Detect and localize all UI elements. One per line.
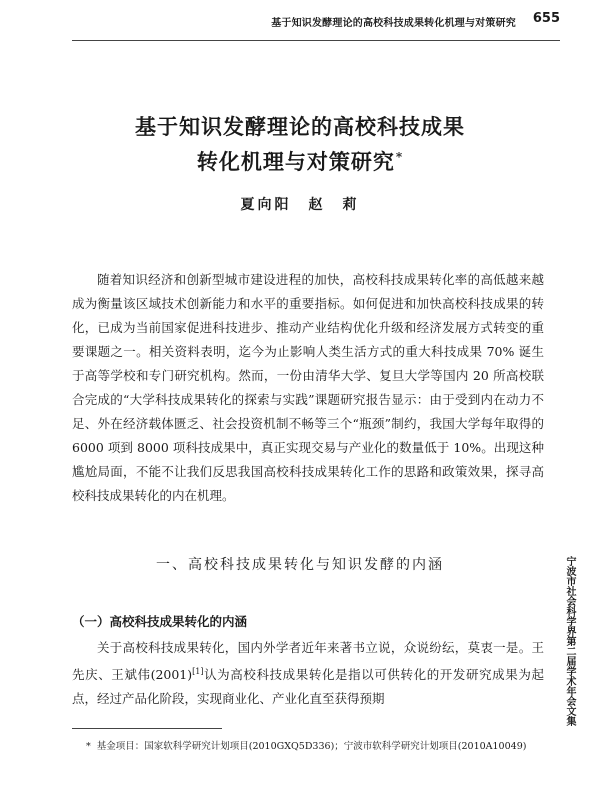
title-footnote-mark: * xyxy=(395,150,404,164)
body-paragraph xyxy=(72,636,544,711)
title-line-2 xyxy=(0,142,600,177)
title-line-2-text: 转化机理与对策研究 xyxy=(196,149,395,174)
side-label: 宁波市社会科学界第二届学术年会文集 xyxy=(564,556,575,726)
page-header xyxy=(0,6,600,36)
footnote-mark: * xyxy=(86,741,91,752)
page-number: 655 xyxy=(532,11,560,26)
section-heading: 一、高校科技成果转化与知识发酵的内涵 xyxy=(156,557,444,573)
intro-text: 随着知识经济和创新型城市建设进程的加快，高校科技成果转化率的高低越来越成为衡量该区域技术创新能力和水平的重要指标。如何促进和加快高校科技成果的转化，已成为当前国家促进科技进步、推动产业结构优化升级和经济发展方式转变的重要课题之一。相关资料表明，迄今为止影响人类生活方式的重大科技成果 70% 诞生于高等学校和专门研究机构。然而，一份由清华大学、复旦大学等国内 20 所高校联合完成的“大学科技成果转化的探索与实践”课题研究报告显示：由于受到内在动力不足、外在经济载体匮乏、社会投资机制不畅等三个“瓶颈”制约，我国大学每年取得的 6000 项到 8000 项科技成果中，真正实现交易与产业化的数量低于 10%。出现这种尴尬局面，不能不让我们反思我国高校科技成果转化工作的思路和政策效果，探寻高校科技成果转化的内在机理。 xyxy=(72,272,544,503)
body-text-part1: 关于高校科技成果转化，国内外学者近年来著书立说，众说纷纭，莫衷一是。王先庆、王斌伟(2001) xyxy=(72,640,544,683)
header-rule xyxy=(72,40,560,41)
running-head: 基于知识发酵理论的高校科技成果转化机理与对策研究 xyxy=(271,18,516,29)
body-text xyxy=(72,636,544,711)
intro-paragraph xyxy=(72,268,544,508)
title-line-1: 基于知识发酵理论的高校科技成果 xyxy=(135,114,465,139)
subsection-heading: （一）高校科技成果转化的内涵 xyxy=(72,614,248,629)
footnote-text: 基金项目：国家软科学研究计划项目(2010GXQ5D336)；宁波市软科学研究计划项目(2010A10049) xyxy=(96,741,527,752)
body-text-part2: 认为高校科技成果转化是指以可供转化的开发研究成果为起点，经过产品化阶段，实现商业化、产业化直至获得预期 xyxy=(72,667,544,707)
footnote xyxy=(86,738,546,755)
paper-title xyxy=(0,112,600,177)
authors: 夏向阳 赵 莉 xyxy=(240,197,360,213)
citation-marker: [1] xyxy=(192,667,204,676)
footnote-rule xyxy=(72,728,222,729)
